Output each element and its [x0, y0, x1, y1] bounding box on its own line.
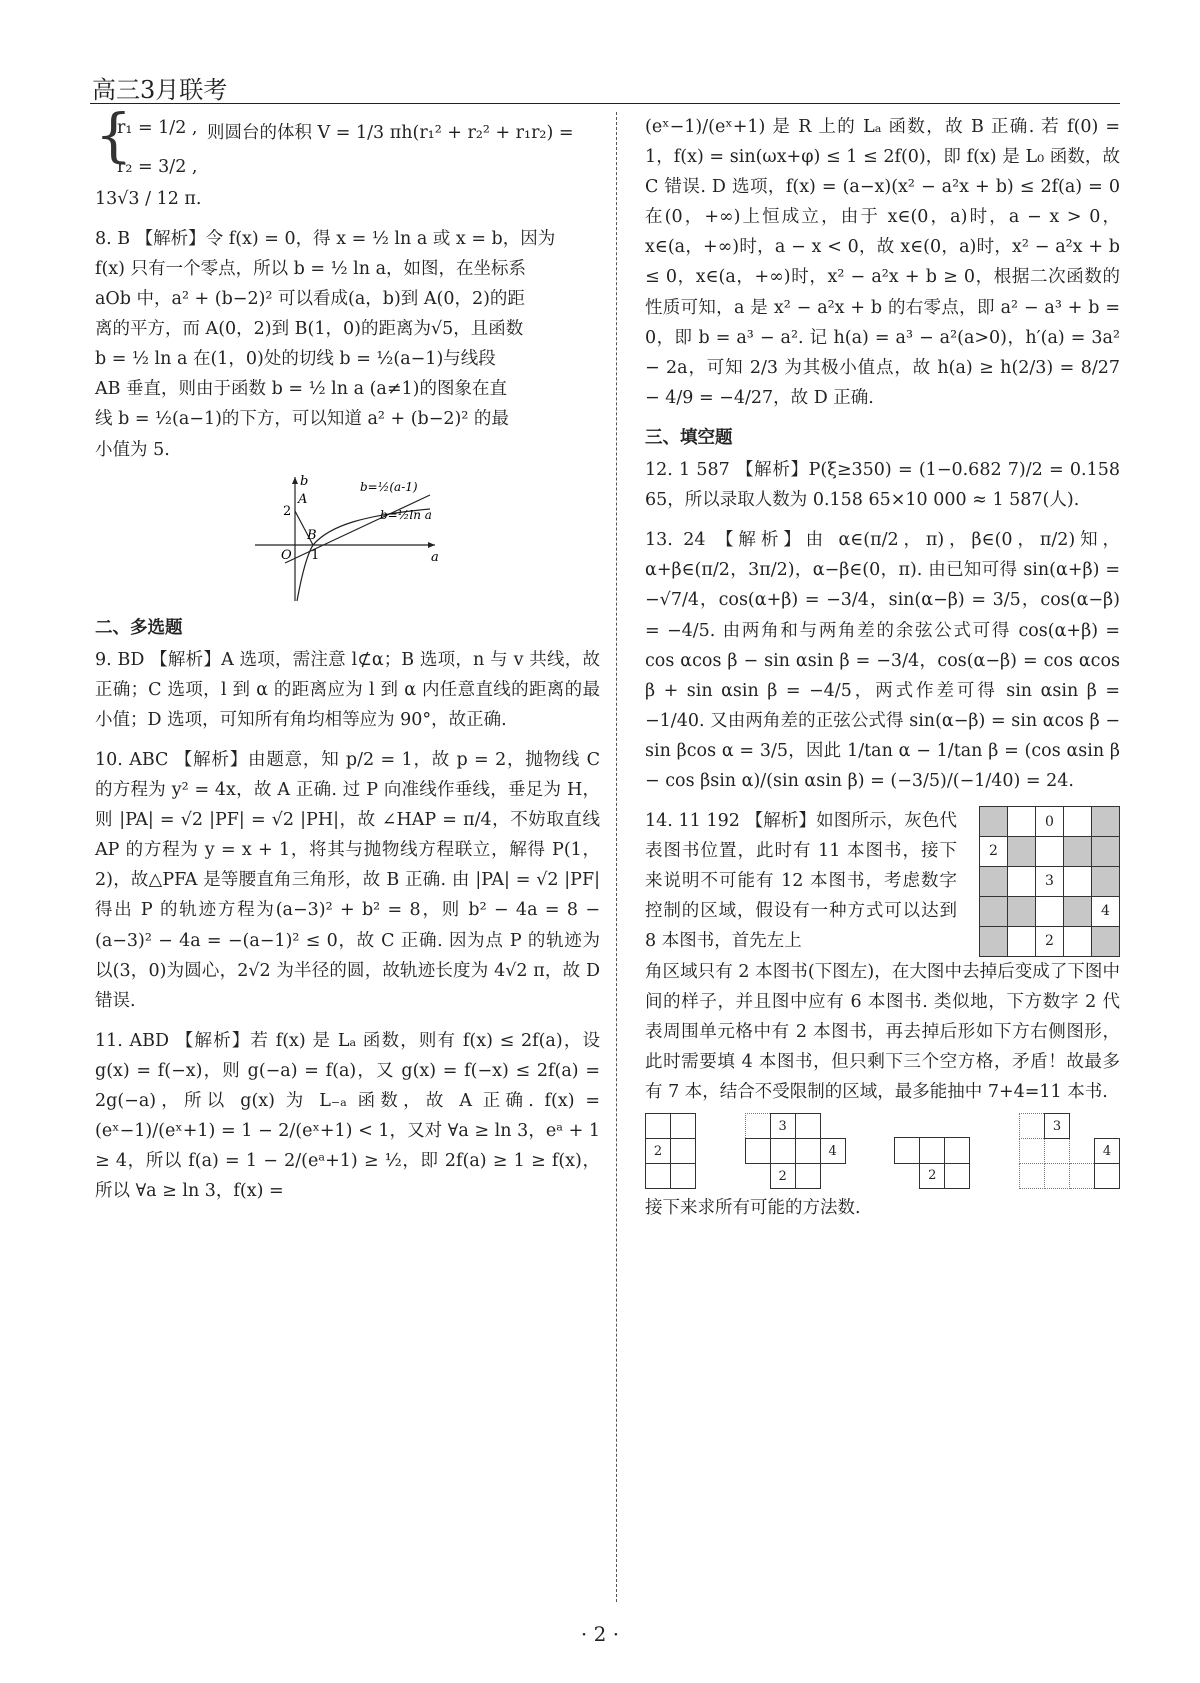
q8-function-graph	[245, 473, 445, 603]
label-a: a	[431, 549, 439, 565]
column-divider	[616, 112, 617, 1602]
page-header-title: 高三3月联考	[92, 76, 228, 104]
grid-number: 3	[770, 1114, 795, 1139]
label-O: O	[281, 547, 292, 563]
question-8	[95, 224, 600, 465]
volume-result: 13√3 / 12 π.	[95, 188, 202, 209]
label-2: 2	[283, 503, 292, 519]
question-11: 11. ABD 【解析】若 f(x) 是 Lₐ 函数，则有 f(x) ≤ 2f(a)，设 g(x) = f(−x)，则 g(−a) = f(a)，又 g(x) = f(−x) ≤ 2f(a) = 2g(−a)，所以 g(x) 为 L₋ₐ 函数，故 A 正确. f(x) = (eˣ−1)/(eˣ+1) = 1 − 2/(eˣ+1) < 1，又对 ∀a ≥ ln 3，eᵃ + 1 ≥ 4，所以 f(a) = 1 − 2/(eᵃ+1) ≥ ½，即 2f(a) ≥ 1 ≥ f(x)，所以 ∀a ≥ ln 3，f(x) =	[95, 1030, 600, 1202]
label-b: b	[300, 473, 309, 489]
question-10: 10. ABC 【解析】由题意，知 p/2 = 1，故 p = 2，抛物线 C 的方程为 y² = 4x，故 A 正确. 过 P 向准线作垂线，垂足为 H，则 |PA| = √2 |PF| = √2 |PH|，故 ∠HAP = π/4，不妨取直线 AP 的方程为 y = x + 1，将其与抛物线方程联立，解得 P(1，2)，故△PFA 是等腰直角三角形，故 B 正确. 由 |PA| = √2 |PF| 得出 P 的轨迹方程为(a−3)² + b² = 8，则 b² − 4a = 8 − (a−3)² − 4a = −(a−1)² ≤ 0，故 C 正确. 因为点 P 的轨迹为以(3，0)为圆心，2√2 为半径的圆，故轨迹长度为 4√2 π，故 D 错误.	[95, 749, 600, 1011]
question-14-closing: 接下来求所有可能的方法数.	[645, 1198, 861, 1218]
question-14-reasoning: 角区域只有 2 本图书(下图左)，在大图中去掉后变成了下图中间的样子，并且图中应有 6 本图书. 类似地，下方数字 2 代表周围单元格中有 2 本图书，再去掉后形如下方右侧图形，此时需要填 4 本图书，但只剩下三个空方格，矛盾！故最多有 7 本，结合不受限制的区域，最多能抽中 7+4=11 本书.	[645, 961, 1120, 1102]
q8-line: 线 b = ½(a−1)的下方，可以知道 a² + (b−2)² 的最	[95, 409, 509, 430]
q8-line: 小值为 5.	[95, 439, 170, 460]
grid-number: 4	[1094, 1139, 1119, 1164]
question-11-continued: (eˣ−1)/(eˣ+1) 是 R 上的 Lₐ 函数，故 B 正确. 若 f(0) = 1，f(x) = sin(ωx+φ) ≤ 1 ≤ 2f(0)，即 f(x) 是 L₀ 函数，故 C 错误. D 选项，f(x) = (a−x)(x² − a²x + b) ≤ 2f(a) = 0 在(0，+∞)上恒成立，由于 x∈(0，a)时，a − x > 0，x∈(a，+∞)时，a − x < 0，故 x∈(0，a)时，x² − a²x + b ≤ 0，x∈(a，+∞)时，x² − a²x + b ≥ 0，根据二次函数的性质可知，a 是 x² − a²x + b 的右零点，即 a² − a³ + b = 0，即 b = a³ − a². 记 h(a) = a³ − a²(a>0)，h′(a) = 3a² − 2a，可知 2/3 为其极小值点，故 h(a) ≥ h(2/3) = 8/27 − 4/9 = −4/27，故 D 正确.	[645, 117, 1120, 408]
left-column	[95, 101, 600, 1206]
volume-formula: 则圆台的体积 V = 1/3 πh(r₁² + r₂² + r₁r₂) =	[207, 123, 574, 144]
grid-number: 3	[1044, 1114, 1069, 1139]
question-13: 13. 24 【解析】由 α∈(π/2，π)，β∈(0，π/2)知，α+β∈(π/2，3π/2)，α−β∈(0，π). 由已知可得 sin(α+β) = −√7/4，cos(α+β) = −3/4，sin(α−β) = 3/5，cos(α−β) = −4/5. 由两角和与两角差的余弦公式可得 cos(α+β) = cos αcos β − sin αsin β = −3/4，cos(α−β) = cos αcos β + sin αsin β = −4/5，两式作差可得 sin αsin β = −1/40. 又由两角差的正弦公式得 sin(α−β) = sin αcos β − sin βcos α = 3/5，因此 1/tan α − 1/tan β = (cos αsin β − cos βsin α)/(sin αsin β) = (−3/5)/(−1/40) = 24.	[645, 530, 1120, 791]
header-rule	[90, 103, 1120, 104]
label-log: b=½ln a	[380, 507, 432, 522]
radius-system	[95, 101, 600, 184]
grid-number: 2	[770, 1164, 795, 1189]
q8-line: f(x) 只有一个零点，所以 b = ½ ln a，如图，在坐标系	[95, 258, 527, 279]
label-B: B	[307, 527, 317, 543]
sub-grid-middle	[745, 1113, 846, 1189]
sub-grid-far-right	[1019, 1113, 1120, 1189]
a-axis-arrow	[428, 542, 435, 548]
label-1: 1	[311, 547, 320, 563]
q8-line: 8. B 【解析】令 f(x) = 0，得 x = ½ ln a 或 x = b，因为	[95, 228, 556, 249]
sub-grid-left	[645, 1113, 696, 1189]
question-14-intro: 14. 11 192 【解析】如图所示，灰色代表图书位置，此时有 11 本图书，接下来说明不可能有 12 本图书，考虑数字控制的区域，假设有一种方式可以达到 8 本图书，首先左上	[645, 811, 957, 952]
q8-line: aOb 中，a² + (b−2)² 可以看成(a，b)到 A(0，2)的距	[95, 289, 525, 310]
sub-grid-right	[894, 1137, 970, 1189]
question-9: 9. BD 【解析】A 选项，需注意 l⊄α；B 选项，n 与 v 共线，故正确；C 选项，l 到 α 的距离应为 l 到 α 内任意直线的距离的最小值；D 选项，可知所有角均相等应为 90°，故正确.	[95, 649, 600, 730]
section-multiple-choice: 二、多选题	[95, 617, 183, 638]
brace-icon: {	[95, 101, 132, 169]
r2-equation: r₂ = 3/2 ,	[117, 156, 198, 177]
label-tangent: b=½(a-1)	[360, 479, 418, 494]
grid-number: 2	[1036, 926, 1064, 956]
grid-number: 3	[1036, 866, 1064, 896]
b-axis-arrow	[292, 477, 298, 484]
grid-number: 4	[1092, 896, 1120, 926]
grid-number: 4	[820, 1139, 845, 1164]
right-column	[645, 112, 1120, 1223]
r1-equation: r₁ = 1/2 ,	[117, 118, 198, 138]
grid-number: 2	[980, 836, 1008, 866]
sub-grids	[645, 1113, 1120, 1189]
q8-line: AB 垂直，则由于函数 b = ½ ln a (a≠1)的图象在直	[95, 379, 507, 400]
q8-line: 离的平方，而 A(0，2)到 B(1，0)的距离为√5，且函数	[95, 319, 524, 340]
question-12: 12. 1 587 【解析】P(ξ≥350) = (1−0.682 7)/2 = 0.158 65，所以录取人数为 0.158 65×10 000 ≈ 1 587(人).	[645, 460, 1120, 511]
q8-line: b = ½ ln a 在(1，0)处的切线 b = ½(a−1)与线段	[95, 349, 496, 370]
grid-number: 2	[920, 1163, 945, 1189]
label-A: A	[298, 491, 308, 507]
grid-number: 2	[646, 1139, 671, 1164]
grid-number: 0	[1036, 807, 1064, 837]
question-14-block	[645, 806, 1120, 956]
book-grid	[979, 806, 1120, 956]
section-fill-in: 三、填空题	[645, 427, 733, 448]
page-number: · 2 ·	[580, 1622, 620, 1646]
